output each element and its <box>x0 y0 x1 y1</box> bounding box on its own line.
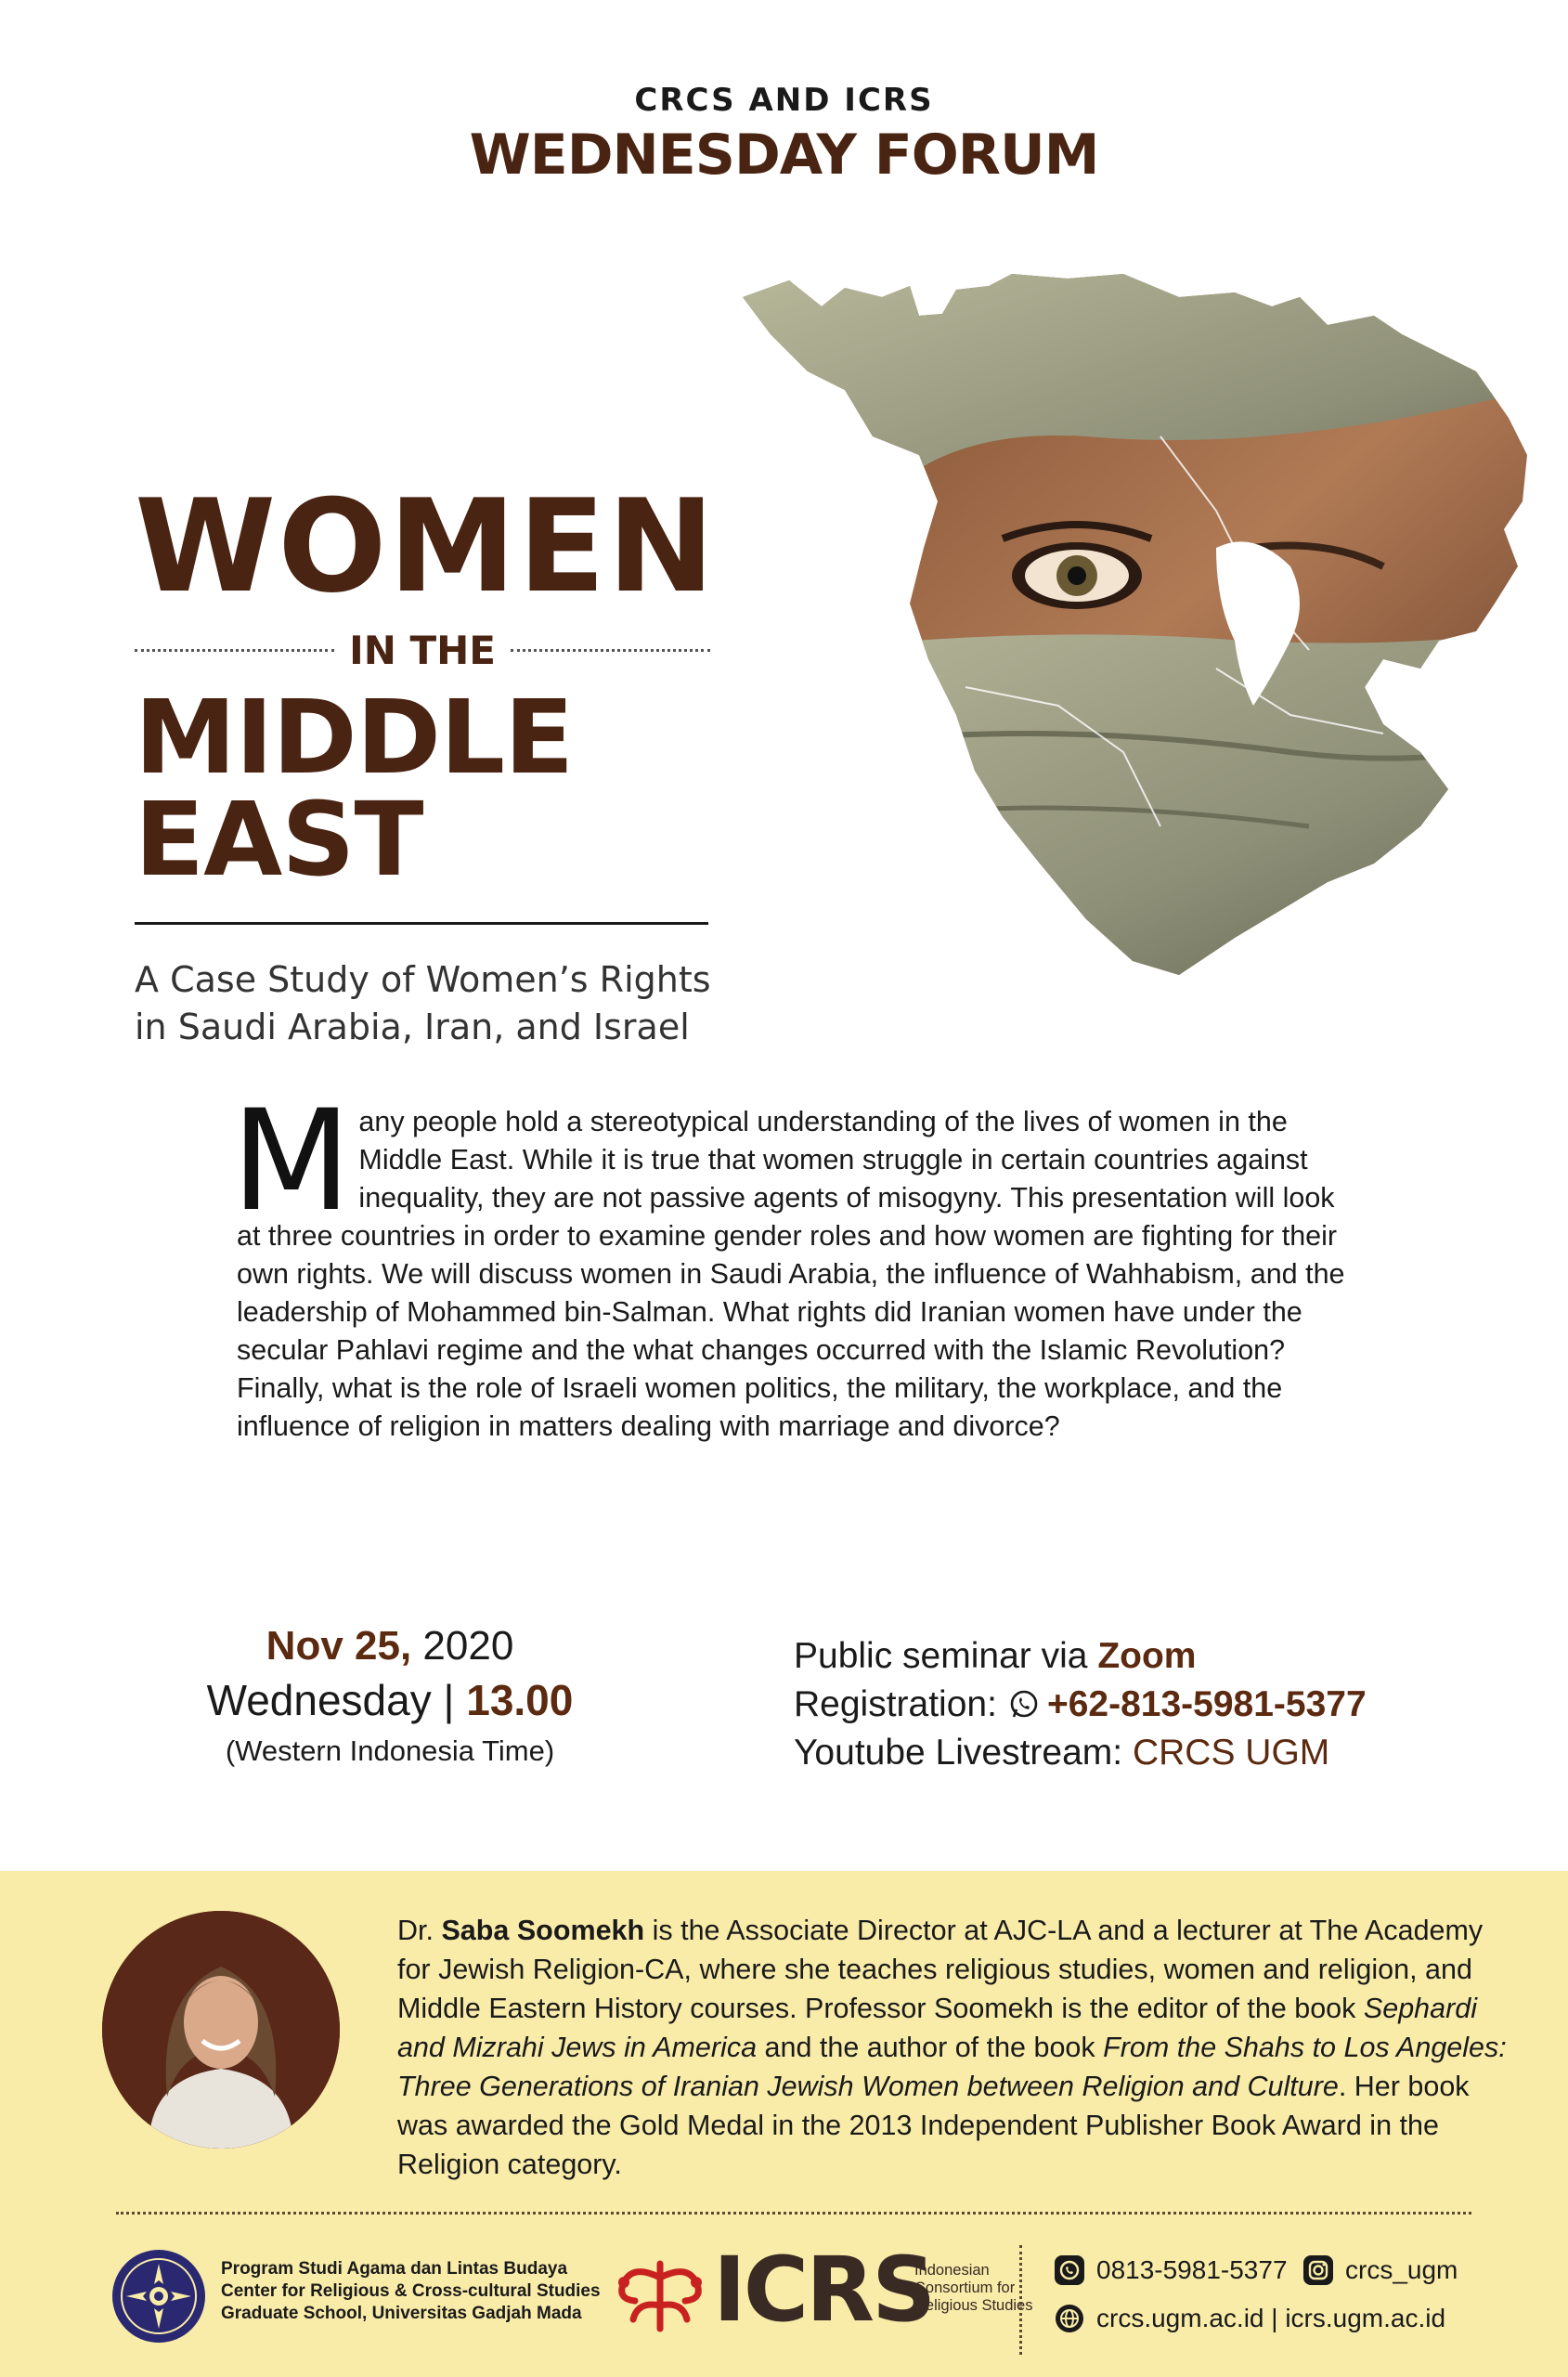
contact-instagram <box>1302 2254 1458 2286</box>
title-women: WOMEN <box>135 472 717 621</box>
seminar-platform[interactable]: Zoom <box>1097 1636 1197 1676</box>
icrs-subtitle: Indonesian Consortium for Religious Studies <box>914 2262 1033 2314</box>
event-day-time <box>186 1675 594 1725</box>
contact-phone-text[interactable]: 0813-5981-5377 <box>1096 2255 1288 2284</box>
whatsapp-icon <box>1008 1689 1040 1721</box>
contact-websites <box>1054 2303 1445 2334</box>
ugm-line-2: Center for Religious & Cross-cultural Studies <box>221 2281 601 2301</box>
dropcap: M <box>231 1081 352 1242</box>
title-block <box>135 472 896 1052</box>
title-in-the-row <box>135 628 710 673</box>
ugm-seal-logo <box>110 2247 208 2345</box>
registration-row <box>794 1681 1499 1729</box>
icrs-emblem-logo <box>605 2254 715 2338</box>
event-time: 13.00 <box>466 1676 574 1724</box>
subtitle <box>135 956 784 1052</box>
title-rule <box>135 922 708 925</box>
forum-title: WEDNESDAY FORUM <box>469 123 1099 188</box>
speaker-prefix: Dr. <box>397 1915 434 1946</box>
ugm-line-3: Graduate School, Universitas Gadjah Mada <box>221 2304 582 2323</box>
globe-icon <box>1054 2303 1085 2334</box>
speaker-bio-part1: is the Associate Director at AJC-LA and a lecturer at The Academy for Jewish Religion-CA, where she teaches religious studies, women and religion, and Middle Eastern History courses. Professor Soomekh is the editor of the book <box>397 1915 1484 2024</box>
event-date <box>186 1623 594 1669</box>
event-access <box>794 1632 1499 1777</box>
event-year: 2020 <box>422 1623 514 1669</box>
speaker-avatar <box>102 1911 340 2149</box>
abstract-text: any people hold a stereotypical understanding of the lives of women in the Middle East. While it is true that women struggle in certain countries against inequality, they are not passive agents of misogyny. This presentation will look at three countries in order to examine gender roles and how women are fighting for their own rights. We will discuss women in Saudi Arabia, the influence of Wahhabism, and the leadership of Mohammed bin-Salman. What rights did Iranian women have under the secular Pahlavi regime and the what changes occurred with the Islamic Revolution? Finally, what is the role of Israeli women politics, the military, the workplace, and the influence of religion in matters dealing with marriage and divorce? <box>237 1106 1345 1442</box>
whatsapp-icon <box>1054 2254 1085 2286</box>
title-in-the: IN THE <box>349 628 496 673</box>
youtube-label: Youtube Livestream: <box>794 1733 1123 1773</box>
speaker-book1: Sephardi and Mizrahi Jews in America <box>397 1993 1477 2063</box>
speaker-book2: From the Shahs to Los Angeles: Three Generations of Iranian Jewish Women between Religion and Culture <box>397 2032 1507 2102</box>
seminar-row <box>794 1632 1499 1681</box>
contact-phone <box>1054 2254 1288 2286</box>
header <box>0 82 1568 188</box>
footer-vertical-divider <box>1019 2245 1022 2355</box>
ugm-line-1: Program Studi Agama dan Lintas Budaya <box>221 2259 568 2279</box>
registration-phone[interactable]: +62-813-5981-5377 <box>1046 1684 1367 1724</box>
dotted-divider-right <box>511 649 710 652</box>
event-separator: | <box>443 1676 455 1724</box>
registration-label: Registration: <box>794 1684 997 1724</box>
subtitle-line-2: in Saudi Arabia, Iran, and Israel <box>135 1007 690 1048</box>
dotted-divider-left <box>135 649 334 652</box>
icrs-wordmark: ICRS <box>713 2238 934 2342</box>
youtube-row <box>794 1729 1499 1777</box>
speaker-bio-part3: . Her book was awarded the Gold Medal in the 2013 Independent Publisher Book Award in the Religion category. <box>397 2071 1470 2180</box>
footer-divider <box>116 2212 1471 2215</box>
event-day: Wednesday <box>206 1676 432 1724</box>
event-timezone: (Western Indonesia Time) <box>225 1734 555 1767</box>
event-datetime <box>186 1623 594 1768</box>
speaker-bio <box>397 1911 1511 2184</box>
subtitle-line-1: A Case Study of Women’s Rights <box>135 959 711 1000</box>
seminar-label: Public seminar via <box>794 1636 1088 1676</box>
speaker-name: Saba Soomekh <box>441 1915 645 1946</box>
ugm-institution <box>221 2258 611 2325</box>
speaker-bio-part2: and the author of the book <box>764 2032 1095 2063</box>
contact-websites-text[interactable]: crcs.ugm.ac.id | icrs.ugm.ac.id <box>1096 2304 1446 2332</box>
youtube-channel[interactable]: CRCS UGM <box>1132 1733 1330 1773</box>
event-date-highlight: Nov 25, <box>266 1623 412 1669</box>
title-middle-east: MIDDLE EAST <box>135 678 574 899</box>
contact-instagram-text[interactable]: crcs_ugm <box>1345 2255 1458 2284</box>
organizers-label: CRCS AND ICRS <box>634 82 934 119</box>
abstract <box>231 1081 1351 1446</box>
instagram-icon <box>1302 2254 1334 2286</box>
